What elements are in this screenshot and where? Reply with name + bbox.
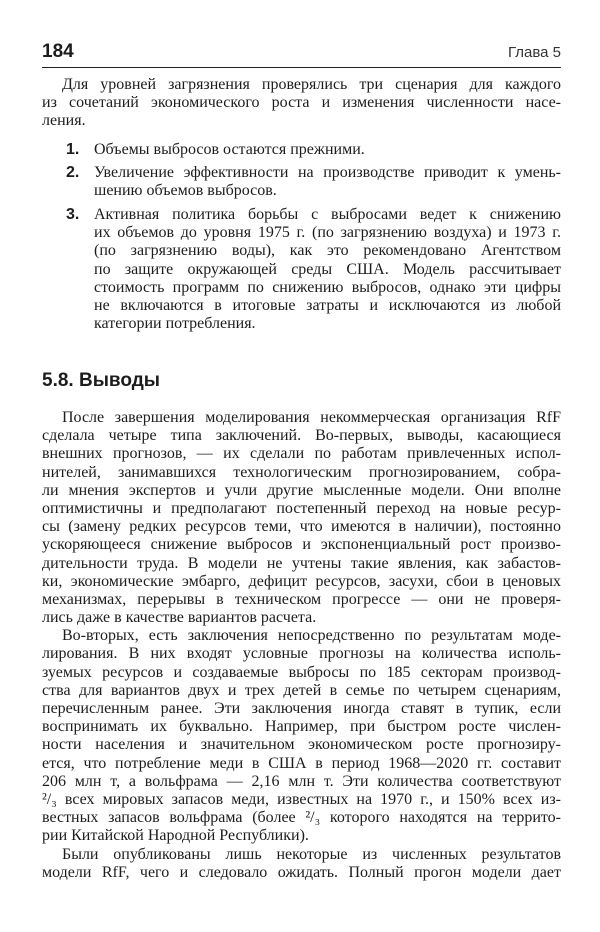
text-line: модели RfF, чего и следовало ожидать. Полный прогон модели дает — [42, 863, 561, 881]
text-line: лирования. В них входят условные прогнозы на количества исполь- — [42, 645, 561, 663]
text-line: Объемы выбросов остаются прежними. — [94, 141, 365, 158]
text-line: рии Китайской Народной Республики). — [42, 827, 309, 845]
text-line: лись даже в качестве вариантов расчета. — [42, 609, 317, 627]
text-line: дительности труда. В модели не учтены такие явления, как забастов- — [42, 554, 561, 572]
text-line: ется, что потребление меди в США в период 1968—2020 гг. составит — [42, 754, 561, 772]
text-line: Для уровней загрязнения проверялись три сценария для каждого — [62, 76, 561, 93]
body-paragraph — [42, 409, 561, 627]
text-line: ности населения и значительном экономическом росте прогнозиру- — [42, 736, 561, 754]
list-number: 2. — [66, 164, 80, 181]
text-line: вестных запасов вольфрама (более ²/₃ которого находятся на террито- — [42, 809, 561, 827]
text-line: ускоряющееся снижение выбросов и экспоненциальный рост произво- — [42, 536, 561, 554]
text-line: сделала четыре типа заключений. Во-первых, выводы, касающиеся — [42, 427, 561, 445]
text-line: (по загрязнению воды), как это рекомендовано Агентством — [94, 242, 561, 260]
text-line: стоимость программ по снижению выбросов, однако эти цифры — [94, 278, 561, 296]
page-number: 184 — [42, 41, 74, 62]
body-text — [42, 409, 561, 882]
text-line: 206 млн т, а вольфрама — 2,16 млн т. Эти количества соответствуют — [42, 772, 561, 790]
text-line: Были опубликованы лишь некоторые из численных результатов — [62, 845, 561, 863]
text-line: их объемов до уровня 1975 г. (по загрязнению воздуха) и 1973 г. — [94, 224, 561, 242]
text-line: нителей, занимавшихся технологическим прогнозированием, собра- — [42, 463, 561, 481]
text-line: зуемых ресурсов и создаваемые выбросы по 185 секторам производ- — [42, 663, 561, 681]
text-line: воспринимать их буквально. Например, при быстром росте числен- — [42, 718, 561, 736]
body-paragraph — [42, 846, 561, 882]
text-line: После завершения моделирования некоммерческая организация RfF — [62, 409, 561, 426]
list-number: 1. — [66, 141, 80, 158]
text-line: механизмах, перерывы в техническом прогрессе — они не проверя- — [42, 590, 561, 608]
text-line: по защите окружающей среды США. Модель рассчитывает — [94, 260, 561, 278]
text-line: ства для вариантов двух и трех детей в семье по четырем сценариям, — [42, 681, 561, 699]
running-header — [42, 41, 561, 68]
text-line: Во-вторых, есть заключения непосредственно по результатам моде- — [62, 627, 561, 645]
text-line: ²/₃ всех мировых запасов меди, известных на 1970 г., и 150% всех из- — [42, 790, 561, 808]
text-line: ления. — [42, 112, 86, 130]
text-line: не включаются в итоговые затраты и исключаются из любой — [94, 296, 561, 314]
text-line: ки, экономические эмбарго, дефицит ресурсов, засухи, сбои в ценовых — [42, 572, 561, 590]
text-line: оптимистичны и предполагают постепенный переход на новые ресур- — [42, 499, 561, 517]
text-line: из сочетаний экономического роста и изменения численности насе- — [42, 94, 561, 112]
text-line: шению объемов выбросов. — [94, 182, 277, 200]
section-heading: 5.8. Выводы — [42, 370, 160, 391]
text-line: Активная политика борьбы с выбросами ведет к снижению — [94, 206, 561, 223]
text-line: внешних прогнозов, — их сделали по работам привлеченных испол- — [42, 445, 561, 463]
text-line: категории потребления. — [94, 315, 256, 333]
chapter-label: Глава 5 — [507, 44, 561, 61]
text-line: сы (замену редких ресурсов теми, что имеются в наличии), постоянно — [42, 518, 561, 536]
text-line: Увеличение эффективности на производстве приводит к умень- — [94, 164, 561, 181]
body-paragraph — [42, 627, 561, 845]
list-number: 3. — [66, 206, 80, 223]
text-line: перечисленным ранее. Эти заключения иногда ставят в тупик, если — [42, 700, 561, 717]
intro-paragraph — [42, 76, 561, 131]
text-line: ли мнения экспертов и учли другие мысленные модели. Они вполне — [42, 481, 561, 499]
